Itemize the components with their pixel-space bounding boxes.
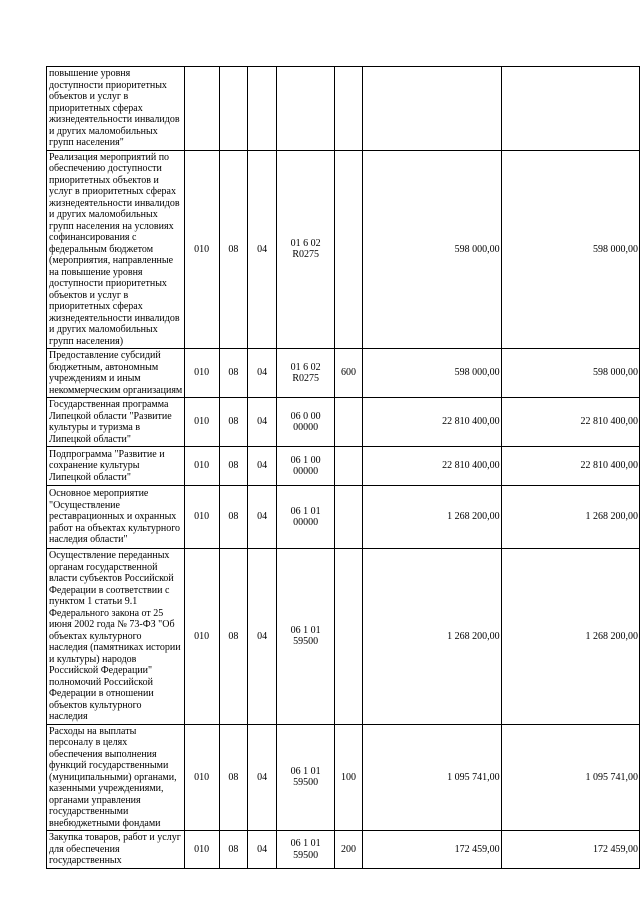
amount-year1-cell: 1 095 741,00 xyxy=(363,724,501,831)
subsection-cell xyxy=(247,67,277,151)
amount-year2-cell: 22 810 400,00 xyxy=(501,398,639,447)
table-row xyxy=(47,549,640,725)
section-cell: 08 xyxy=(219,486,247,549)
budget-table xyxy=(46,66,640,869)
table-row xyxy=(47,447,640,486)
row-name-cell: повышение уровня доступности приоритетных объектов и услуг в приоритетных сферах жизнедеятельности инвалидов и других маломобильных групп населения" xyxy=(47,67,185,151)
amount-year1-cell: 1 268 200,00 xyxy=(363,486,501,549)
row-name-cell: Основное мероприятие "Осуществление реставрационных и охранных работ на объектах культурного наследия области" xyxy=(47,486,185,549)
amount-year2-cell: 1 095 741,00 xyxy=(501,724,639,831)
table-row xyxy=(47,150,640,349)
section-cell: 08 xyxy=(219,724,247,831)
adm-code-cell: 010 xyxy=(184,150,219,349)
section-cell: 08 xyxy=(219,398,247,447)
subsection-cell: 04 xyxy=(247,150,277,349)
row-name-cell: Реализация мероприятий по обеспечению доступности приоритетных объектов и услуг в приоритетных сферах жизнедеятельности инвалидов и других маломобильных групп населения на условиях софинансирования с федеральным бюджетом (мероприятия, направленные на повышение уровня доступности приоритетных объектов и услуг в приоритетных сферах жизнедеятельности инвалидов и других маломобильных групп населения) xyxy=(47,150,185,349)
adm-code-cell: 010 xyxy=(184,398,219,447)
table-row xyxy=(47,398,640,447)
target-article-cell: 06 1 01 00000 xyxy=(277,486,334,549)
subsection-cell: 04 xyxy=(247,486,277,549)
target-article-cell: 06 0 00 00000 xyxy=(277,398,334,447)
expense-type-cell: 600 xyxy=(334,349,362,398)
row-name-cell: Подпрограмма "Развитие и сохранение культуры Липецкой области" xyxy=(47,447,185,486)
adm-code-cell: 010 xyxy=(184,349,219,398)
target-article-cell: 01 6 02 R0275 xyxy=(277,150,334,349)
adm-code-cell: 010 xyxy=(184,549,219,725)
table-row xyxy=(47,486,640,549)
row-name-cell: Государственная программа Липецкой области "Развитие культуры и туризма в Липецкой области" xyxy=(47,398,185,447)
table-row xyxy=(47,67,640,151)
section-cell: 08 xyxy=(219,447,247,486)
subsection-cell: 04 xyxy=(247,398,277,447)
amount-year2-cell: 1 268 200,00 xyxy=(501,549,639,725)
amount-year2-cell: 598 000,00 xyxy=(501,150,639,349)
target-article-cell: 01 6 02 R0275 xyxy=(277,349,334,398)
row-name-cell: Осуществление переданных органам государственной власти субъектов Российской Федерации в соответствии с пунктом 1 статьи 9.1 Федерального закона от 25 июня 2002 года № 73-ФЗ "Об объектах культурного наследия (памятниках истории и культуры) народов Российской Федерации" полномочий Российской Федерации в отношении объектов культурного наследия xyxy=(47,549,185,725)
target-article-cell: 06 1 01 59500 xyxy=(277,549,334,725)
section-cell: 08 xyxy=(219,349,247,398)
amount-year1-cell: 598 000,00 xyxy=(363,349,501,398)
amount-year2-cell: 598 000,00 xyxy=(501,349,639,398)
expense-type-cell xyxy=(334,447,362,486)
amount-year1-cell: 22 810 400,00 xyxy=(363,398,501,447)
subsection-cell: 04 xyxy=(247,549,277,725)
amount-year2-cell: 172 459,00 xyxy=(501,831,639,869)
row-name-cell: Расходы на выплаты персоналу в целях обеспечения выполнения функций государственными (муниципальными) органами, казенными учреждениями, органами управления государственными внебюджетными фондами xyxy=(47,724,185,831)
amount-year1-cell: 22 810 400,00 xyxy=(363,447,501,486)
table-row xyxy=(47,831,640,869)
table-row xyxy=(47,724,640,831)
adm-code-cell: 010 xyxy=(184,447,219,486)
amount-year1-cell xyxy=(363,67,501,151)
target-article-cell xyxy=(277,67,334,151)
amount-year1-cell: 1 268 200,00 xyxy=(363,549,501,725)
amount-year1-cell: 598 000,00 xyxy=(363,150,501,349)
amount-year2-cell: 22 810 400,00 xyxy=(501,447,639,486)
adm-code-cell xyxy=(184,67,219,151)
row-name-cell: Предоставление субсидий бюджетным, автономным учреждениям и иным некоммерческим организациям xyxy=(47,349,185,398)
expense-type-cell xyxy=(334,549,362,725)
expense-type-cell xyxy=(334,150,362,349)
subsection-cell: 04 xyxy=(247,349,277,398)
expense-type-cell: 100 xyxy=(334,724,362,831)
target-article-cell: 06 1 01 59500 xyxy=(277,724,334,831)
subsection-cell: 04 xyxy=(247,831,277,869)
subsection-cell: 04 xyxy=(247,447,277,486)
expense-type-cell xyxy=(334,67,362,151)
target-article-cell: 06 1 00 00000 xyxy=(277,447,334,486)
section-cell: 08 xyxy=(219,831,247,869)
row-name-cell: Закупка товаров, работ и услуг для обеспечения государственных xyxy=(47,831,185,869)
subsection-cell: 04 xyxy=(247,724,277,831)
expense-type-cell: 200 xyxy=(334,831,362,869)
amount-year1-cell: 172 459,00 xyxy=(363,831,501,869)
adm-code-cell: 010 xyxy=(184,486,219,549)
expense-type-cell xyxy=(334,398,362,447)
adm-code-cell: 010 xyxy=(184,831,219,869)
target-article-cell: 06 1 01 59500 xyxy=(277,831,334,869)
amount-year2-cell xyxy=(501,67,639,151)
expense-type-cell xyxy=(334,486,362,549)
adm-code-cell: 010 xyxy=(184,724,219,831)
section-cell: 08 xyxy=(219,150,247,349)
section-cell: 08 xyxy=(219,549,247,725)
table-row xyxy=(47,349,640,398)
amount-year2-cell: 1 268 200,00 xyxy=(501,486,639,549)
section-cell xyxy=(219,67,247,151)
